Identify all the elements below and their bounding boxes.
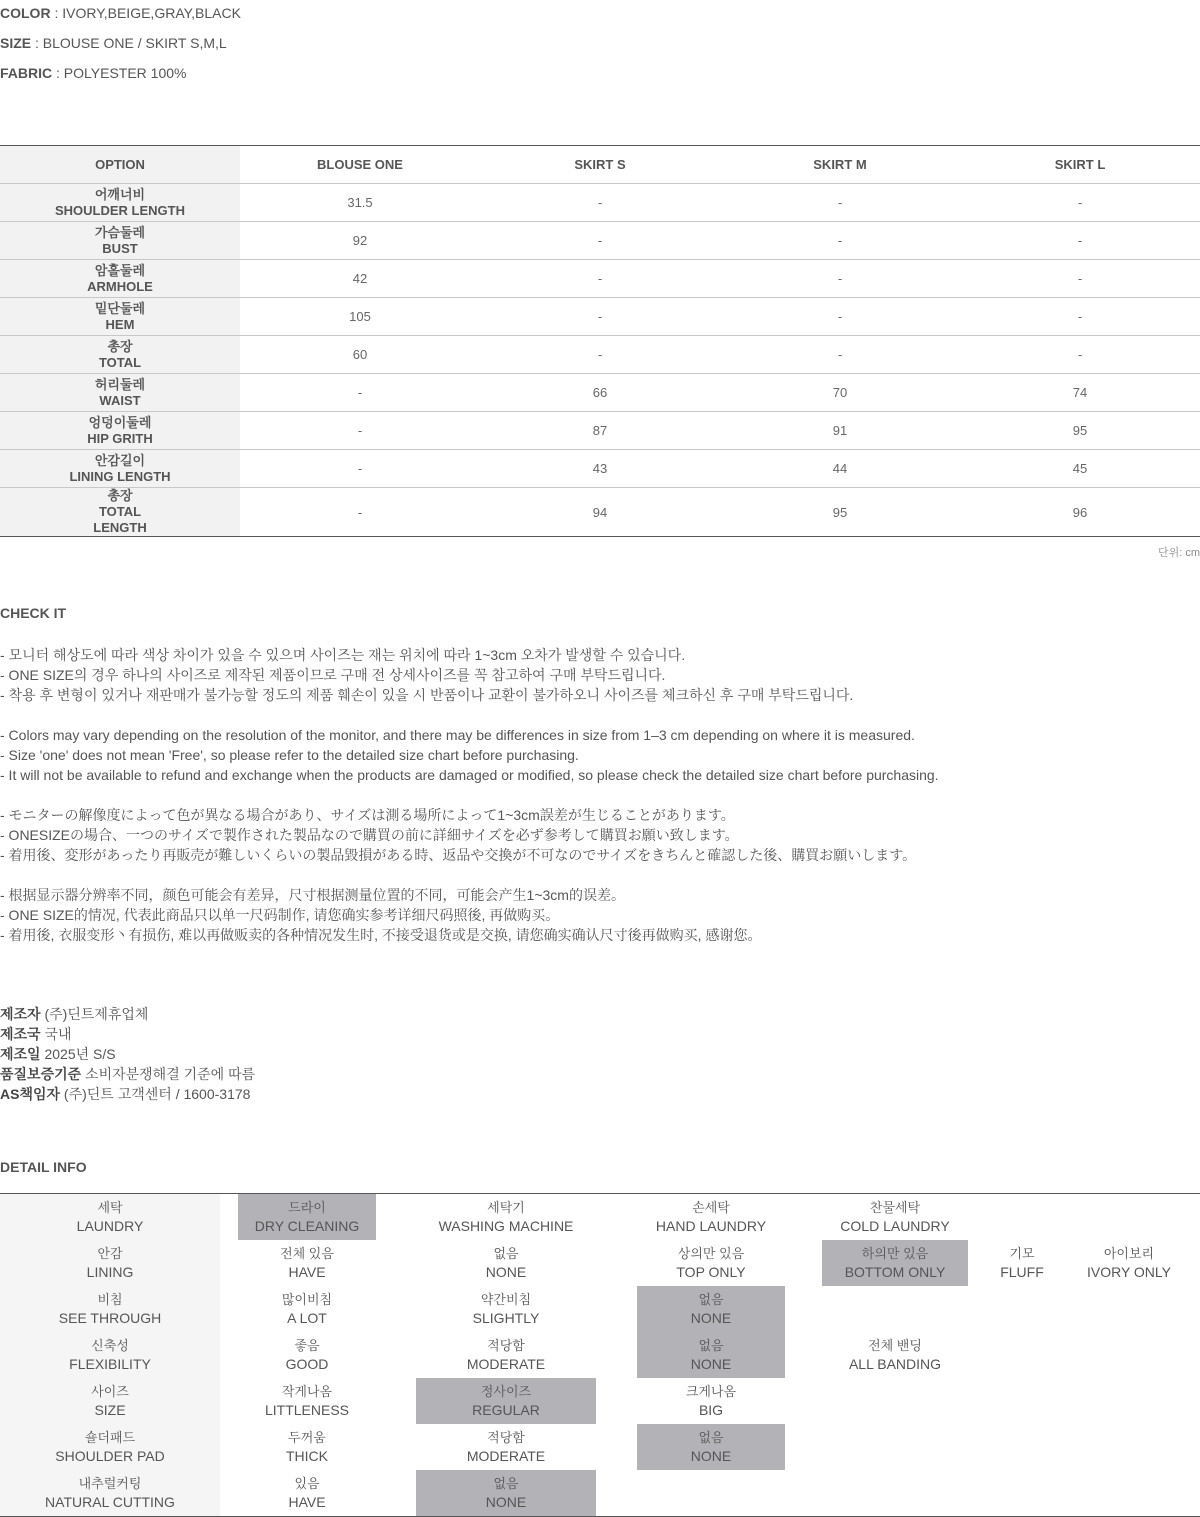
- maker-info-line: [0, 1024, 72, 1044]
- maker-info-line: [0, 1044, 116, 1064]
- detail-option-selected: [416, 1470, 596, 1516]
- detail-option-en: TOP ONLY: [676, 1264, 746, 1280]
- measure-en: HIP GRITH: [87, 430, 153, 446]
- detail-row: [0, 1194, 1200, 1240]
- size-value: 43: [480, 450, 720, 488]
- detail-option-ko: 세탁기: [487, 1200, 525, 1215]
- measure-ko: 가슴둘레: [94, 224, 146, 240]
- detail-option-ko: 기모: [1009, 1246, 1035, 1261]
- measure-ko: 어깨너비: [94, 186, 146, 202]
- detail-category-ko: 내추럴커팅: [78, 1476, 142, 1491]
- size-value: 44: [720, 450, 960, 488]
- check-it-line: - Size 'one' does not mean 'Free', so please refer to the detailed size chart before purchasing.: [0, 747, 579, 763]
- measure-en: HEM: [105, 316, 135, 332]
- detail-row-header: [0, 1286, 220, 1332]
- maker-info-label: 제조국: [0, 1026, 41, 1042]
- detail-row-header: [0, 1470, 220, 1516]
- detail-category-ko: 사이즈: [91, 1384, 129, 1399]
- measure-en: TOTAL: [98, 504, 142, 519]
- detail-option-en: MODERATE: [466, 1448, 546, 1464]
- column-header: SKIRT M: [720, 146, 960, 184]
- check-it-line: - 着用後、変形があったり再販売が難しいくらいの製品毀損がある時、返品や交換が不可なのでサイズをきちんと確認した後、購買お願いします。: [0, 847, 917, 863]
- detail-category-en: LINING: [86, 1264, 134, 1280]
- check-it-line: - Colors may vary depending on the resolution of the monitor, and there may be differences in size from 1–3 cm depending on where it is measured.: [0, 727, 915, 743]
- measure-ko: 암홀둘레: [94, 262, 146, 278]
- detail-category: [0, 1286, 220, 1332]
- size-value: 105: [240, 298, 480, 336]
- detail-row: [0, 1332, 1200, 1378]
- size-value: -: [960, 260, 1200, 298]
- detail-option: [1068, 1240, 1190, 1286]
- measure-en: WAIST: [99, 392, 141, 408]
- detail-category-en: SEE THROUGH: [58, 1310, 162, 1326]
- detail-option-en: HAVE: [288, 1494, 326, 1510]
- spec-fabric: [0, 63, 600, 83]
- detail-option-en: NONE: [485, 1264, 527, 1280]
- size-value: 45: [960, 450, 1200, 488]
- row-header: [0, 412, 240, 450]
- detail-option-ko: 좋음: [294, 1338, 320, 1353]
- measure-ko: 총장: [107, 338, 133, 354]
- column-header: SKIRT S: [480, 146, 720, 184]
- detail-option-selected: [238, 1194, 376, 1240]
- row-header: [0, 374, 240, 412]
- detail-row: [0, 1470, 1200, 1516]
- detail-row-header: [0, 1240, 220, 1286]
- detail-option-en: SLIGHTLY: [472, 1310, 540, 1326]
- detail-row-header: [0, 1332, 220, 1378]
- size-value: -: [720, 336, 960, 374]
- detail-option-ko: 상의만 있음: [677, 1246, 745, 1261]
- size-table-row: [0, 488, 1200, 537]
- row-header: [0, 336, 240, 374]
- detail-option-ko: 찬물세탁: [869, 1200, 921, 1215]
- row-header: [0, 298, 240, 336]
- size-value: -: [960, 184, 1200, 222]
- detail-category-en: NATURAL CUTTING: [45, 1494, 175, 1510]
- detail-option-ko: 적당함: [487, 1338, 525, 1353]
- column-header: SKIRT L: [960, 146, 1200, 184]
- measure-ko: 밑단둘레: [94, 300, 146, 316]
- detail-option-selected: [416, 1378, 596, 1424]
- measure-en: ARMHOLE: [87, 278, 153, 294]
- size-value: -: [480, 298, 720, 336]
- spec-label: COLOR: [0, 5, 51, 21]
- detail-option: [416, 1424, 596, 1470]
- detail-option-en: BOTTOM ONLY: [844, 1264, 946, 1280]
- detail-category: [0, 1378, 220, 1424]
- detail-category-ko: 세탁: [97, 1200, 123, 1215]
- size-value: 42: [240, 260, 480, 298]
- detail-option-en: NONE: [485, 1494, 527, 1510]
- detail-option-en: NONE: [690, 1448, 732, 1464]
- detail-option-ko: 많이비침: [281, 1292, 333, 1307]
- size-value: -: [240, 450, 480, 488]
- detail-option-en: DRY CLEANING: [254, 1218, 360, 1234]
- detail-row-header: [0, 1424, 220, 1470]
- row-header: [0, 488, 240, 537]
- check-it-line: - ONE SIZE의 경우 하나의 사이즈로 제작된 제품이므로 구매 전 상세사이즈를 꼭 참고하여 구매 부탁드립니다.: [0, 667, 666, 683]
- detail-option: [637, 1378, 785, 1424]
- detail-option-ko: 있음: [294, 1476, 320, 1491]
- size-value: 91: [720, 412, 960, 450]
- detail-option-ko: 아이보리: [1103, 1246, 1155, 1261]
- detail-option-ko: 없음: [493, 1246, 519, 1261]
- measure-en: TOTAL: [98, 354, 142, 370]
- size-value: 96: [960, 488, 1200, 537]
- detail-option: [822, 1332, 968, 1378]
- size-value: -: [960, 222, 1200, 260]
- maker-info-value: 2025년 S/S: [44, 1046, 116, 1062]
- detail-category-ko: 비침: [97, 1292, 123, 1307]
- detail-option-ko: 정사이즈: [480, 1384, 532, 1399]
- detail-option: [238, 1378, 376, 1424]
- spec-separator: :: [52, 65, 64, 81]
- unit-label: 단위: cm: [1157, 547, 1200, 559]
- detail-category: [0, 1332, 220, 1378]
- detail-option-en: REGULAR: [472, 1402, 540, 1418]
- size-value: 70: [720, 374, 960, 412]
- detail-option-ko: 없음: [698, 1292, 724, 1307]
- check-it-line: - It will not be available to refund and exchange when the products are damaged or modified, so please check the detailed size chart before purchasing.: [0, 767, 939, 783]
- detail-option-en: NONE: [690, 1310, 732, 1326]
- detail-option-ko: 두꺼움: [288, 1430, 326, 1445]
- detail-category: [0, 1470, 220, 1516]
- measure-ko: 엉덩이둘레: [88, 414, 152, 430]
- measure-ko: 총장: [107, 488, 133, 503]
- detail-option-ko: 약간비침: [480, 1292, 532, 1307]
- detail-option: [238, 1470, 376, 1516]
- detail-option-en: WASHING MACHINE: [438, 1218, 574, 1234]
- size-value: 94: [480, 488, 720, 537]
- detail-category-ko: 신축성: [91, 1338, 129, 1353]
- detail-option-ko: 없음: [698, 1430, 724, 1445]
- size-table-row: [0, 260, 1200, 298]
- detail-row: [0, 1286, 1200, 1332]
- maker-info-label: 제조자: [0, 1006, 41, 1022]
- size-value: 74: [960, 374, 1200, 412]
- detail-category: [0, 1424, 220, 1470]
- maker-info-label: 품질보증기준: [0, 1066, 82, 1082]
- size-value: -: [480, 222, 720, 260]
- maker-info-value: 소비자분쟁해결 기준에 따름: [85, 1066, 256, 1082]
- size-value: -: [960, 298, 1200, 336]
- measure-ko: 안감길이: [94, 452, 146, 468]
- size-table-header: [0, 146, 1200, 184]
- detail-option: [637, 1194, 785, 1240]
- detail-category-en: SIZE: [94, 1402, 126, 1418]
- maker-info-line: [0, 1064, 255, 1084]
- detail-row: [0, 1240, 1200, 1286]
- size-value: 95: [720, 488, 960, 537]
- detail-option-en: BIG: [698, 1402, 724, 1418]
- check-it-title: CHECK IT: [0, 605, 67, 621]
- detail-option-ko: 없음: [493, 1476, 519, 1491]
- size-value: 92: [240, 222, 480, 260]
- maker-info-value: (주)딘트 고객센터 / 1600-3178: [63, 1086, 251, 1102]
- size-value: 87: [480, 412, 720, 450]
- detail-row: [0, 1378, 1200, 1424]
- row-header: [0, 260, 240, 298]
- detail-option-selected: [637, 1424, 785, 1470]
- detail-option-ko: 전체 있음: [280, 1246, 334, 1261]
- detail-option-selected: [637, 1332, 785, 1378]
- detail-info-table: [0, 1193, 1200, 1517]
- measure-en-extra: LENGTH: [93, 520, 147, 535]
- detail-option-selected: [822, 1240, 968, 1286]
- detail-category-en: LAUNDRY: [76, 1218, 144, 1234]
- detail-option-en: LITTLENESS: [264, 1402, 350, 1418]
- detail-option-selected: [637, 1286, 785, 1332]
- detail-option-en: A LOT: [287, 1310, 327, 1326]
- size-value: -: [720, 298, 960, 336]
- row-header: [0, 184, 240, 222]
- check-it-line: - ONESIZEの場合、一つのサイズで製作された製品なので購買の前に詳細サイズを必ず参考して購買お願い致します。: [0, 827, 739, 843]
- size-value: -: [480, 184, 720, 222]
- detail-option-en: ALL BANDING: [848, 1356, 942, 1372]
- detail-info-title: DETAIL INFO: [0, 1159, 87, 1175]
- size-table-row: [0, 298, 1200, 336]
- column-header: BLOUSE ONE: [240, 146, 480, 184]
- detail-option: [416, 1240, 596, 1286]
- size-value: -: [240, 412, 480, 450]
- maker-info-line: [0, 1004, 148, 1024]
- check-it-line: - 着用後, 衣服变形丶有损伤, 难以再做贩卖的各种情况发生时, 不接受退货或是交换, 请您确实确认尺寸後再做购买, 感谢您。: [0, 927, 762, 943]
- detail-option-ko: 전체 밴딩: [868, 1338, 922, 1353]
- detail-option-en: IVORY ONLY: [1086, 1264, 1172, 1280]
- detail-option-ko: 드라이: [288, 1200, 326, 1215]
- size-value: 60: [240, 336, 480, 374]
- maker-info-value: (주)딘트제휴업체: [44, 1006, 149, 1022]
- row-header: [0, 222, 240, 260]
- detail-row: [0, 1424, 1200, 1470]
- detail-option: [822, 1194, 968, 1240]
- spec-value: POLYESTER 100%: [63, 65, 187, 81]
- measure-en: LINING LENGTH: [69, 468, 171, 484]
- detail-option: [416, 1194, 596, 1240]
- size-value: -: [960, 336, 1200, 374]
- detail-option-en: HAVE: [288, 1264, 326, 1280]
- detail-option: [637, 1240, 785, 1286]
- size-table-row: [0, 222, 1200, 260]
- spec-separator: :: [31, 35, 43, 51]
- size-value: -: [720, 184, 960, 222]
- detail-option: [238, 1424, 376, 1470]
- detail-category-en: SHOULDER PAD: [55, 1448, 165, 1464]
- detail-option: [980, 1240, 1064, 1286]
- size-table-row: [0, 374, 1200, 412]
- spec-label: SIZE: [0, 35, 32, 51]
- spec-separator: :: [50, 5, 63, 21]
- detail-option-ko: 손세탁: [692, 1200, 730, 1215]
- column-header: OPTION: [0, 146, 240, 184]
- maker-info-label: 제조일: [0, 1046, 41, 1062]
- detail-row-header: [0, 1194, 220, 1240]
- detail-option-en: NONE: [690, 1356, 732, 1372]
- measure-en: SHOULDER LENGTH: [55, 202, 185, 218]
- check-it-line: - 모니터 해상도에 따라 색상 차이가 있을 수 있으며 사이즈는 재는 위치에 따라 1~3cm 오차가 발생할 수 있습니다.: [0, 647, 686, 663]
- size-value: -: [240, 374, 480, 412]
- detail-option-en: FLUFF: [1000, 1264, 1044, 1280]
- size-table-row: [0, 450, 1200, 488]
- size-table-row: [0, 336, 1200, 374]
- size-value: -: [720, 222, 960, 260]
- detail-row-header: [0, 1378, 220, 1424]
- spec-value: IVORY,BEIGE,GRAY,BLACK: [62, 5, 241, 21]
- maker-info-value: 국내: [44, 1026, 72, 1042]
- check-it-line: - 착용 후 변형이 있거나 재판매가 불가능할 정도의 제품 훼손이 있을 시 반품이나 교환이 불가하오니 사이즈를 체크하신 후 구매 부탁드립니다.: [0, 687, 854, 703]
- size-value: 95: [960, 412, 1200, 450]
- detail-option: [238, 1240, 376, 1286]
- detail-option-ko: 크게나옴: [685, 1384, 737, 1399]
- size-value: -: [480, 336, 720, 374]
- spec-value: BLOUSE ONE / SKIRT S,M,L: [42, 35, 227, 51]
- detail-option-ko: 없음: [698, 1338, 724, 1353]
- maker-info-line: [0, 1084, 250, 1104]
- detail-category: [0, 1240, 220, 1286]
- check-it-line: - モニターの解像度によって色が異なる場合があり、サイズは測る場所によって1~3cm誤差が生じることがあります。: [0, 807, 735, 823]
- check-it-line: - ONE SIZE的情况, 代表此商品只以单一尺码制作, 请您确实参考详细尺码照後, 再做购买。: [0, 907, 560, 923]
- size-value: 66: [480, 374, 720, 412]
- size-value: -: [480, 260, 720, 298]
- detail-option-en: THICK: [286, 1448, 328, 1464]
- row-header: [0, 450, 240, 488]
- detail-option: [416, 1286, 596, 1332]
- maker-info-label: AS책임자: [0, 1086, 61, 1102]
- measure-en: BUST: [102, 240, 138, 256]
- detail-option: [416, 1332, 596, 1378]
- detail-option: [238, 1286, 376, 1332]
- detail-category-ko: 안감: [97, 1246, 123, 1261]
- detail-category: [0, 1194, 220, 1240]
- detail-option-en: MODERATE: [466, 1356, 546, 1372]
- spec-color: [0, 3, 600, 23]
- spec-size: [0, 33, 600, 53]
- size-value: 31.5: [240, 184, 480, 222]
- detail-option-en: GOOD: [285, 1356, 329, 1372]
- spec-label: FABRIC: [0, 65, 53, 81]
- detail-category-en: FLEXIBILITY: [69, 1356, 151, 1372]
- detail-option-ko: 작게나옴: [281, 1384, 333, 1399]
- size-table-row: [0, 412, 1200, 450]
- size-value: -: [720, 260, 960, 298]
- detail-option-ko: 적당함: [487, 1430, 525, 1445]
- detail-option-ko: 하의만 있음: [861, 1246, 929, 1261]
- detail-option: [238, 1332, 376, 1378]
- check-it-line: - 根据显示器分辨率不同，颜色可能会有差异，尺寸根据测量位置的不同，可能会产生1~3cm的误差。: [0, 887, 625, 903]
- size-value: -: [240, 488, 480, 537]
- detail-option-en: HAND LAUNDRY: [655, 1218, 767, 1234]
- detail-option-en: COLD LAUNDRY: [840, 1218, 950, 1234]
- size-table: [0, 145, 1200, 537]
- detail-category-ko: 숄더패드: [84, 1430, 136, 1445]
- measure-ko: 허리둘레: [94, 376, 146, 392]
- size-table-row: [0, 184, 1200, 222]
